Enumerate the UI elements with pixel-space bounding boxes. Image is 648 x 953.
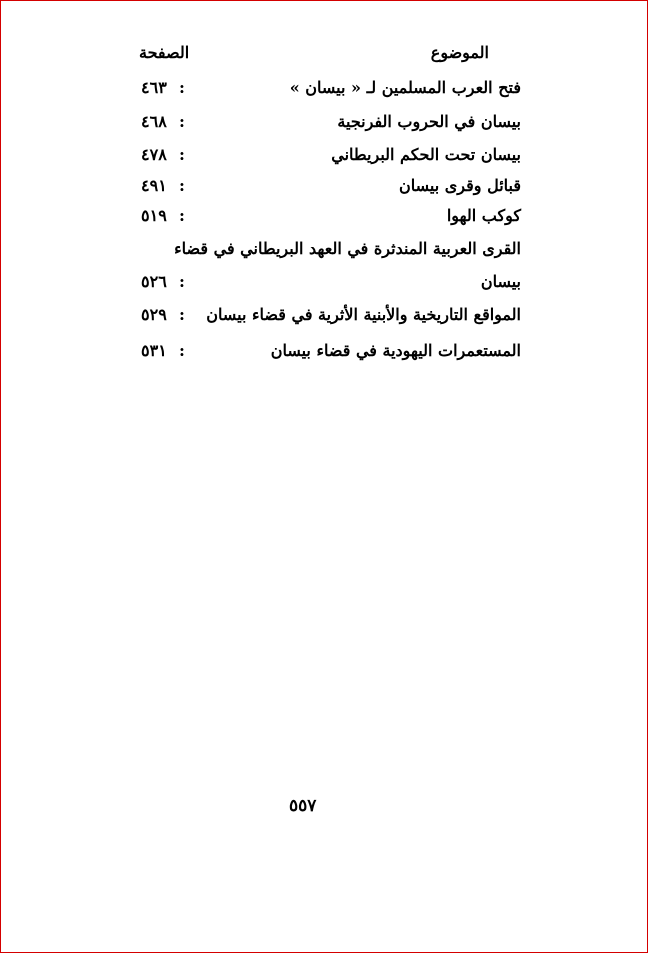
toc-entry — [121, 78, 521, 104]
entry-separator: : — [179, 176, 185, 195]
entry-separator: : — [179, 305, 185, 324]
toc-entry — [121, 176, 521, 202]
entry-separator: : — [179, 145, 185, 164]
entry-page: ٥١٩ — [141, 206, 167, 225]
entry-separator: : — [179, 272, 185, 291]
entry-separator: : — [179, 206, 185, 225]
toc-entry — [121, 145, 521, 171]
page-column-header: الصفحة — [139, 43, 190, 62]
entry-separator: : — [179, 341, 185, 360]
entry-page: ٥٣١ — [141, 341, 167, 360]
entry-page: ٤٦٨ — [141, 112, 167, 131]
topic-column-header: الموضوع — [430, 43, 489, 62]
entry-page: ٥٢٦ — [141, 272, 167, 291]
toc-entry — [121, 305, 521, 331]
toc-entry-continued — [121, 239, 521, 265]
toc-entry — [121, 272, 521, 298]
page-number: ٥٥٧ — [289, 796, 317, 816]
entry-page: ٤٦٣ — [141, 78, 167, 97]
entry-page: ٥٢٩ — [141, 305, 167, 324]
entry-topic: بيسان — [480, 272, 521, 291]
entry-separator: : — [179, 112, 185, 131]
entry-page: ٤٩١ — [141, 176, 167, 195]
entry-topic: المستعمرات اليهودية في قضاء بيسان — [270, 341, 521, 360]
toc-entry — [121, 112, 521, 138]
entry-topic: كوكب الهوا — [446, 206, 521, 225]
toc-entry — [121, 206, 521, 232]
entry-separator: : — [179, 78, 185, 97]
entry-topic: بيسان تحت الحكم البريطاني — [331, 145, 521, 164]
entry-topic: القرى العربية المندثرة في العهد البريطاني في قضاء — [174, 239, 521, 258]
entry-topic: فتح العرب المسلمين لـ « بيسان » — [289, 78, 521, 97]
entry-topic: بيسان في الحروب الفرنجية — [337, 112, 521, 131]
entry-topic: قبائل وقرى بيسان — [399, 176, 521, 195]
entry-topic: المواقع التاريخية والأبنية الأثرية في قضاء بيسان — [206, 305, 521, 324]
entry-page: ٤٧٨ — [141, 145, 167, 164]
toc-entry — [121, 341, 521, 367]
